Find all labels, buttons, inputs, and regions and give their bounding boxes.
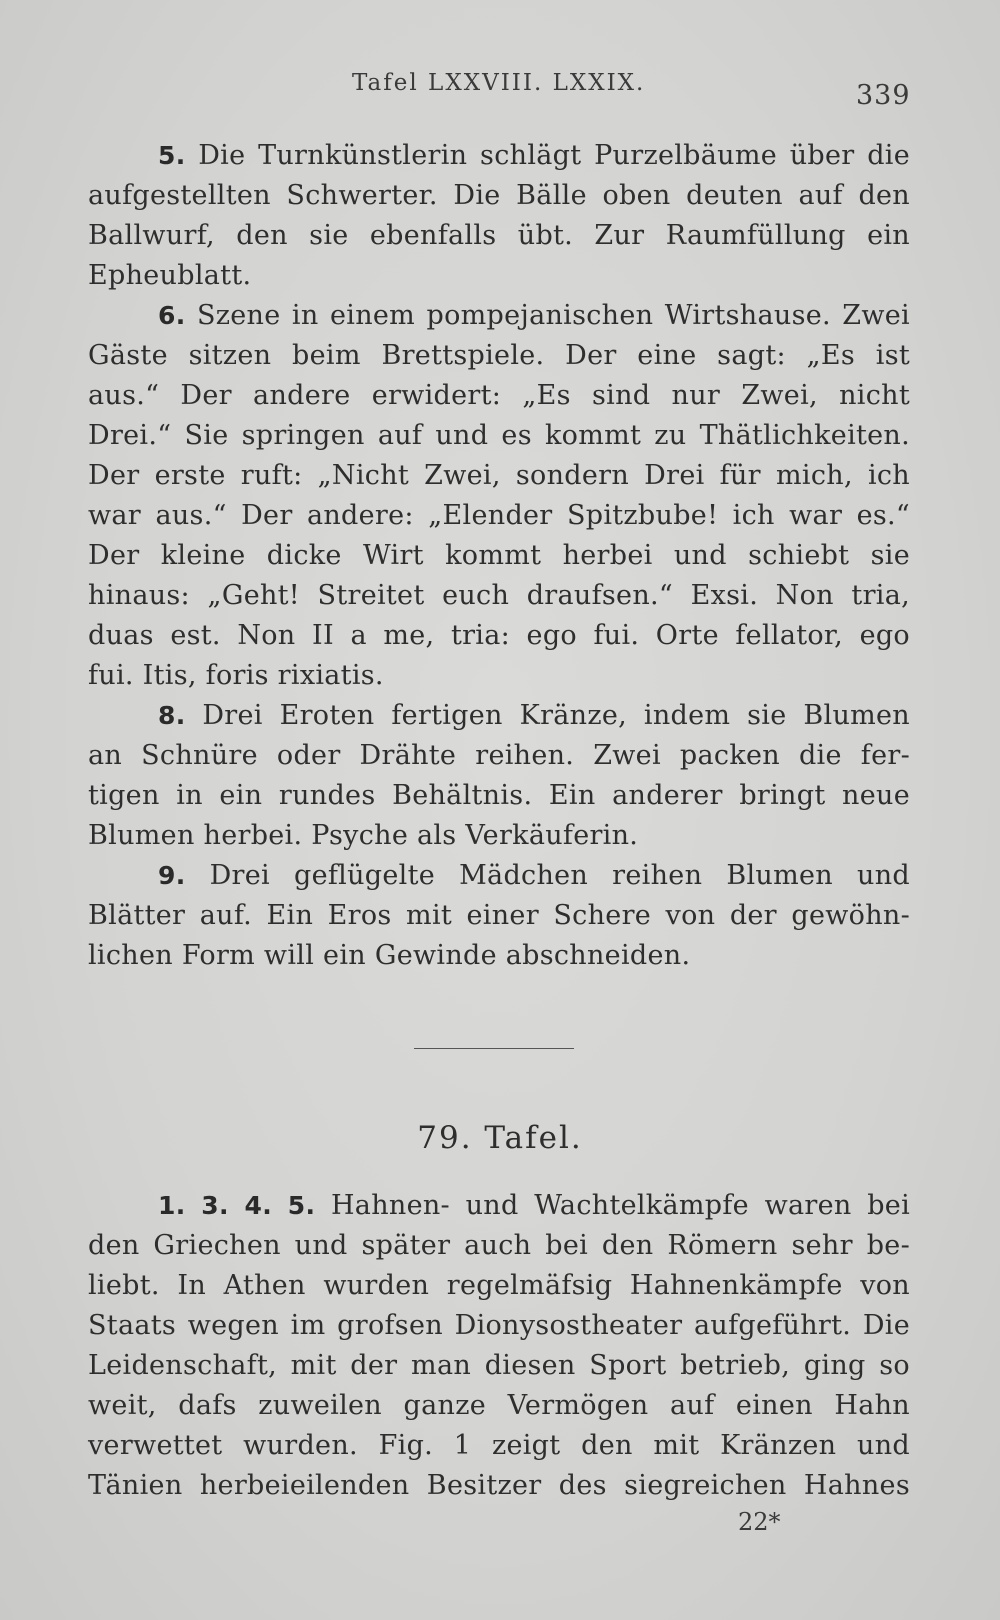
text-line: Blätter auf. Ein Eros mit einer Schere von der gewöhn- bbox=[88, 900, 910, 931]
text-line: weit, dafs zuweilen ganze Vermögen auf einen Hahn bbox=[88, 1390, 910, 1421]
text-line: Gäste sitzen beim Brettspiele. Der eine sagt: „Es ist bbox=[88, 340, 910, 371]
item-number: 6. bbox=[158, 301, 186, 330]
text-line: Drei.“ Sie springen auf und es kommt zu Thätlichkeiten. bbox=[88, 420, 910, 451]
section-divider bbox=[414, 1048, 574, 1049]
text-line: Staats wegen im grofsen Dionysostheater aufgeführt. Die bbox=[88, 1310, 910, 1341]
text-line: 9. Drei geflügelte Mädchen reihen Blumen und bbox=[158, 860, 910, 891]
running-head: Tafel LXXVIII. LXXIX. bbox=[352, 70, 646, 96]
text-line: Leidenschaft, mit der man diesen Sport betrieb, ging so bbox=[88, 1350, 910, 1381]
text-line: an Schnüre oder Drähte reihen. Zwei packen die fer- bbox=[88, 740, 910, 771]
text-line: aus.“ Der andere erwidert: „Es sind nur Zwei, nicht bbox=[88, 380, 910, 411]
text-line: 8. Drei Eroten fertigen Kränze, indem sie Blumen bbox=[158, 700, 910, 731]
signature-mark: 22* bbox=[738, 1508, 781, 1536]
text-line: tigen in ein rundes Behältnis. Ein anderer bringt neue bbox=[88, 780, 910, 811]
text-line: 6. Szene in einem pompejanischen Wirtshause. Zwei bbox=[158, 300, 910, 331]
section-plate-79-text bbox=[88, 1186, 910, 1506]
section-plate-78-text bbox=[88, 136, 910, 976]
text-line: 1. 3. 4. 5. Hahnen- und Wachtelkämpfe waren bei bbox=[158, 1190, 910, 1221]
page-header bbox=[0, 68, 1000, 111]
page-number: 339 bbox=[856, 80, 911, 111]
item-number: 8. bbox=[158, 701, 186, 730]
text-line: Ballwurf, den sie ebenfalls übt. Zur Raumfüllung ein bbox=[88, 220, 910, 251]
text-line: aufgestellten Schwerter. Die Bälle oben deuten auf den bbox=[88, 180, 910, 211]
text-line: Epheublatt. bbox=[88, 260, 252, 291]
text-line: Der erste ruft: „Nicht Zwei, sondern Drei für mich, ich bbox=[88, 460, 910, 491]
text-line: Blumen herbei. Psyche als Verkäuferin. bbox=[88, 820, 639, 851]
text-line: war aus.“ Der andere: „Elender Spitzbube! ich war es.“ bbox=[88, 500, 910, 531]
text-line: Der kleine dicke Wirt kommt herbei und schiebt sie bbox=[88, 540, 910, 571]
text-line: liebt. In Athen wurden regelmäfsig Hahnenkämpfe von bbox=[88, 1270, 910, 1301]
section-title: 79. Tafel. bbox=[417, 1120, 583, 1156]
item-number: 9. bbox=[158, 861, 186, 890]
text-line: den Griechen und später auch bei den Römern sehr be- bbox=[88, 1230, 910, 1261]
text-line: verwettet wurden. Fig. 1 zeigt den mit Kränzen und bbox=[88, 1430, 910, 1461]
text-line: hinaus: „Geht! Streitet euch draufsen.“ Exsi. Non tria, bbox=[88, 580, 910, 611]
text-line: fui. Itis, foris rixiatis. bbox=[88, 660, 384, 691]
text-line: lichen Form will ein Gewinde abschneiden. bbox=[88, 940, 691, 971]
text-line: Tänien herbeieilenden Besitzer des siegreichen Hahnes bbox=[88, 1470, 910, 1501]
text-line: 5. Die Turnkünstlerin schlägt Purzelbäume über die bbox=[158, 140, 910, 171]
item-number: 5. bbox=[158, 141, 186, 170]
text-line: duas est. Non II a me, tria: ego fui. Orte fellator, ego bbox=[88, 620, 910, 651]
item-number: 1. 3. 4. 5. bbox=[158, 1191, 316, 1220]
